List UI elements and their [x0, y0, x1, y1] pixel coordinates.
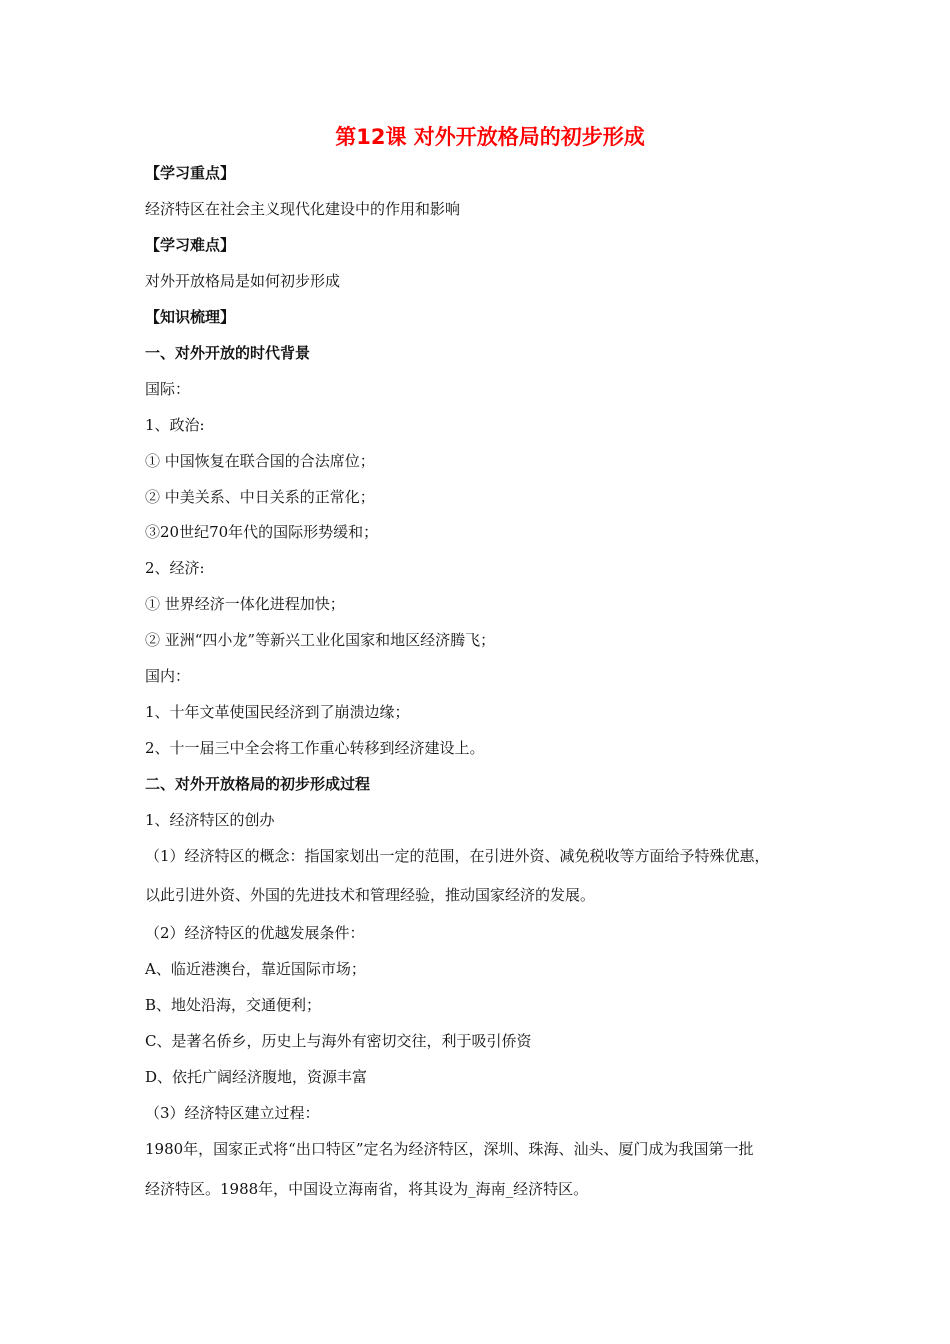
- text-line: 对外开放格局是如何初步形成: [145, 272, 341, 290]
- section-heading: 【学习重点】: [145, 164, 236, 182]
- text-line: A、临近港澳台，靠近国际市场；: [145, 960, 366, 978]
- text-line: 经济特区。1988年，中国设立海南省，将其设为_海南_经济特区。: [145, 1180, 589, 1198]
- text-line: D、依托广阔经济腹地，资源丰富: [145, 1068, 368, 1086]
- lesson-title: 第12课 对外开放格局的初步形成: [335, 125, 645, 149]
- text-line: ② 中美关系、中日关系的正常化；: [145, 488, 375, 506]
- text-line: B、地处沿海，交通便利；: [145, 996, 322, 1014]
- text-line: （1）经济特区的概念：指国家划出一定的范围，在引进外资、减免税收等方面给予特殊优惠，: [145, 847, 770, 865]
- text-line: （2）经济特区的优越发展条件：: [145, 924, 365, 942]
- text-line: ① 世界经济一体化进程加快；: [145, 595, 345, 613]
- text-line: 以此引进外资、外国的先进技术和管理经验，推动国家经济的发展。: [145, 886, 596, 904]
- text-line: 2、十一届三中全会将工作重心转移到经济建设上。: [145, 739, 485, 757]
- text-line: ① 中国恢复在联合国的合法席位；: [145, 452, 375, 470]
- text-line: ② 亚洲“四小龙”等新兴工业化国家和地区经济腾飞；: [145, 631, 496, 649]
- section-heading: 【学习难点】: [145, 236, 236, 254]
- text-line: 2、经济:: [145, 559, 205, 577]
- section-heading: 一、对外开放的时代背景: [145, 344, 311, 362]
- text-line: ③20世纪70年代的国际形势缓和；: [145, 523, 379, 541]
- text-line: 经济特区在社会主义现代化建设中的作用和影响: [145, 200, 461, 218]
- text-line: 国际：: [145, 380, 191, 398]
- text-line: 1、十年文革使国民经济到了崩溃边缘；: [145, 703, 410, 721]
- text-line: （3）经济特区建立过程：: [145, 1104, 320, 1122]
- section-heading: 【知识梳理】: [145, 308, 236, 326]
- text-line: 国内：: [145, 667, 191, 685]
- section-heading: 二、对外开放格局的初步形成过程: [145, 775, 371, 793]
- text-line: C、是著名侨乡，历史上与海外有密切交往，利于吸引侨资: [145, 1032, 532, 1050]
- text-line: 1、经济特区的创办: [145, 811, 275, 829]
- text-line: 1980年，国家正式将“出口特区”定名为经济特区，深圳、珠海、汕头、厦门成为我国第一批: [145, 1140, 754, 1158]
- text-line: 1、政治:: [145, 416, 205, 434]
